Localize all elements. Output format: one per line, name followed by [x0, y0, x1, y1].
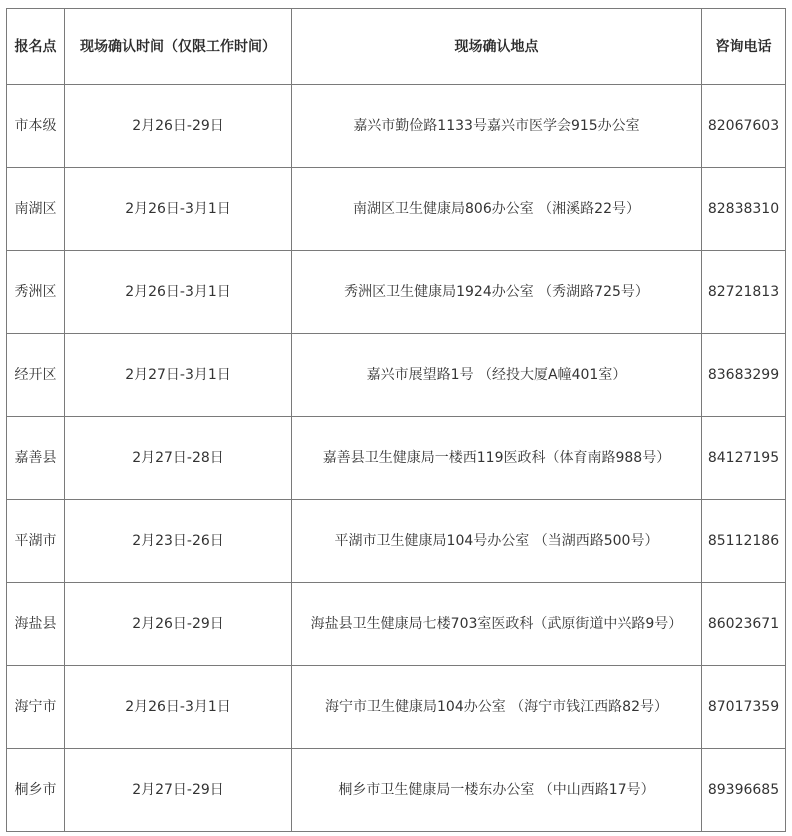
cell-phone: 83683299	[702, 334, 786, 417]
table-header-row	[7, 9, 786, 85]
cell-registration-point: 平湖市	[7, 500, 65, 583]
cell-registration-point: 海宁市	[7, 666, 65, 749]
cell-confirmation-location: 海盐县卫生健康局七楼703室医政科（武原街道中兴路9号）	[292, 583, 702, 666]
cell-registration-point: 经开区	[7, 334, 65, 417]
cell-phone: 82067603	[702, 85, 786, 168]
header-confirmation-time: 现场确认时间（仅限工作时间）	[65, 9, 292, 85]
table-row	[7, 666, 786, 749]
header-registration-point: 报名点	[7, 9, 65, 85]
cell-confirmation-location: 嘉兴市勤俭路1133号嘉兴市医学会915办公室	[292, 85, 702, 168]
registration-table	[6, 8, 786, 832]
cell-confirmation-time: 2月27日-28日	[65, 417, 292, 500]
cell-phone: 87017359	[702, 666, 786, 749]
cell-registration-point: 秀洲区	[7, 251, 65, 334]
header-confirmation-location: 现场确认地点	[292, 9, 702, 85]
table-row	[7, 749, 786, 832]
cell-phone: 86023671	[702, 583, 786, 666]
cell-confirmation-location: 嘉善县卫生健康局一楼西119医政科（体育南路988号）	[292, 417, 702, 500]
table-row	[7, 500, 786, 583]
cell-phone: 82721813	[702, 251, 786, 334]
cell-phone: 89396685	[702, 749, 786, 832]
cell-confirmation-time: 2月26日-29日	[65, 583, 292, 666]
cell-phone: 85112186	[702, 500, 786, 583]
cell-registration-point: 桐乡市	[7, 749, 65, 832]
cell-confirmation-location: 南湖区卫生健康局806办公室 （湘溪路22号）	[292, 168, 702, 251]
table-row	[7, 168, 786, 251]
table-row	[7, 334, 786, 417]
cell-confirmation-time: 2月27日-3月1日	[65, 334, 292, 417]
cell-registration-point: 南湖区	[7, 168, 65, 251]
header-phone: 咨询电话	[702, 9, 786, 85]
cell-confirmation-time: 2月26日-3月1日	[65, 251, 292, 334]
cell-confirmation-time: 2月26日-3月1日	[65, 666, 292, 749]
cell-registration-point: 市本级	[7, 85, 65, 168]
cell-confirmation-time: 2月26日-3月1日	[65, 168, 292, 251]
cell-confirmation-time: 2月26日-29日	[65, 85, 292, 168]
table-row	[7, 85, 786, 168]
table-row	[7, 417, 786, 500]
cell-registration-point: 嘉善县	[7, 417, 65, 500]
cell-confirmation-location: 桐乡市卫生健康局一楼东办公室 （中山西路17号）	[292, 749, 702, 832]
cell-registration-point: 海盐县	[7, 583, 65, 666]
cell-confirmation-location: 海宁市卫生健康局104办公室 （海宁市钱江西路82号）	[292, 666, 702, 749]
cell-confirmation-time: 2月27日-29日	[65, 749, 292, 832]
cell-confirmation-location: 平湖市卫生健康局104号办公室 （当湖西路500号）	[292, 500, 702, 583]
table-row	[7, 583, 786, 666]
cell-confirmation-location: 秀洲区卫生健康局1924办公室 （秀湖路725号）	[292, 251, 702, 334]
cell-confirmation-location: 嘉兴市展望路1号 （经投大厦A幢401室）	[292, 334, 702, 417]
cell-phone: 84127195	[702, 417, 786, 500]
table-row	[7, 251, 786, 334]
cell-phone: 82838310	[702, 168, 786, 251]
cell-confirmation-time: 2月23日-26日	[65, 500, 292, 583]
